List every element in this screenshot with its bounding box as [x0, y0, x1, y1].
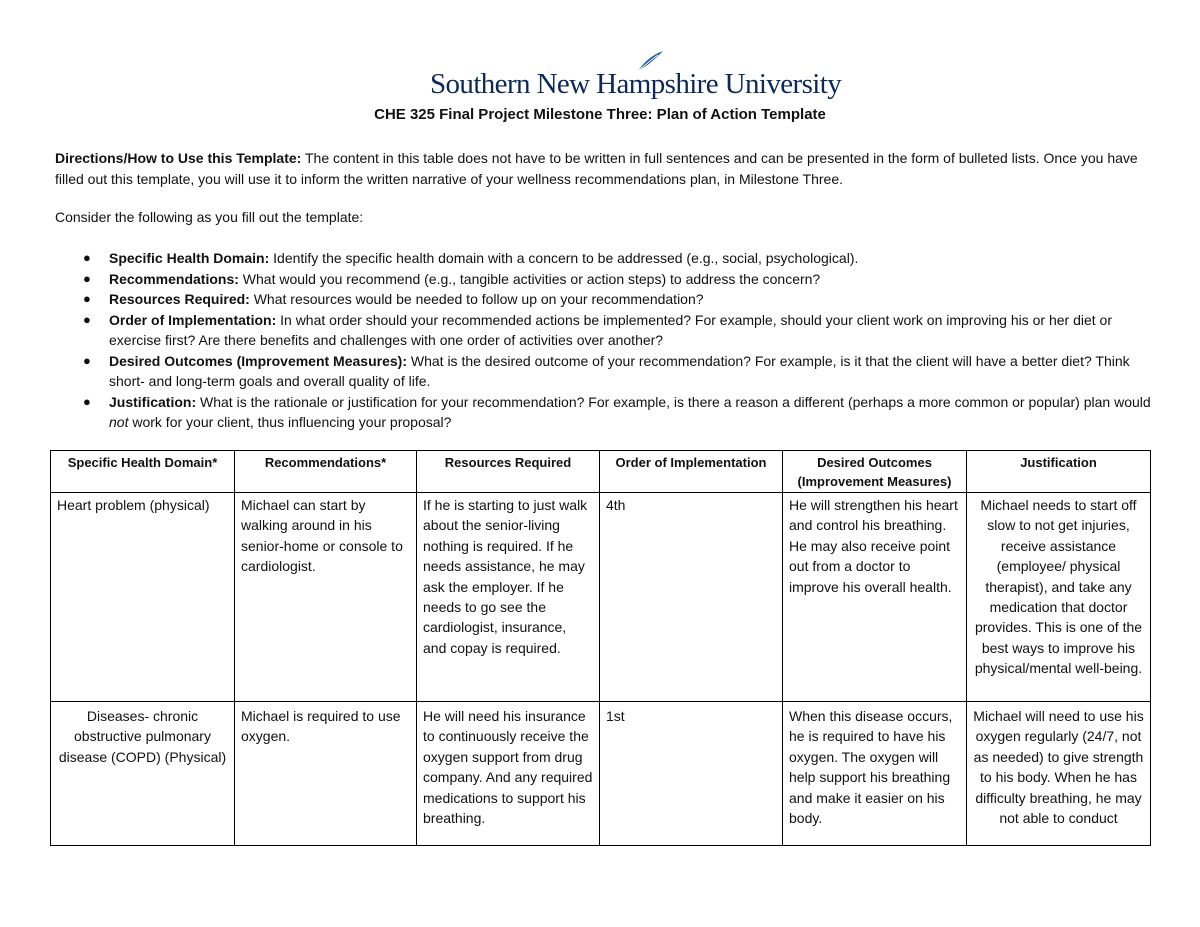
- list-item: [55, 269, 1155, 290]
- table-cell: Michael will need to use his oxygen regularly (24/7, not as needed) to give strength to his body. When he has difficulty breathing, he may not able to conduct: [967, 702, 1151, 846]
- column-header: Desired Outcomes (Improvement Measures): [783, 451, 967, 493]
- university-logo: [430, 50, 842, 104]
- column-header: Justification: [967, 451, 1151, 493]
- table-cell: He will strengthen his heart and control his breathing. He may also receive point out from a doctor to improve his overall health.: [783, 493, 967, 702]
- quill-leaf-icon: [636, 50, 664, 72]
- column-header: Recommendations*: [235, 451, 417, 493]
- guidance-list: [55, 248, 1155, 433]
- table-cell: Michael needs to start off slow to not get injuries, receive assistance (employee/ physical therapist), and take any medication that doctor provides. This is one of the best ways to improve his physical/mental well-being.: [967, 493, 1151, 702]
- bullet-icon: ●: [83, 291, 91, 306]
- table-cell: 4th: [600, 493, 783, 702]
- list-item-text: What is the rationale or justification for your recommendation? For example, is there a reason a different (perhaps a more common or popular) plan would: [196, 393, 1151, 410]
- table-cell: If he is starting to just walk about the senior-living nothing is required. If he needs assistance, he may ask the employer. If he needs to go see the cardiologist, insurance, and copay is required.: [417, 493, 600, 702]
- logo-wordmark: Southern New Hampshire University: [430, 68, 842, 100]
- directions-paragraph: [55, 148, 1155, 190]
- table-cell: Heart problem (physical): [51, 493, 235, 702]
- list-item-label: Desired Outcomes (Improvement Measures):: [109, 352, 407, 369]
- list-item-label: Order of Implementation:: [109, 311, 277, 328]
- list-item: [55, 351, 1155, 392]
- directions-label: Directions/How to Use this Template:: [55, 150, 302, 166]
- plan-of-action-table: [50, 450, 1151, 846]
- list-item-text: What is the desired outcome of your recommendation? For example, is it that the client will have a better diet? Think short- and long-term goals and overall quality of life.: [109, 352, 1130, 389]
- bullet-icon: ●: [83, 250, 91, 265]
- list-item: [55, 392, 1155, 433]
- list-item: [55, 248, 1155, 269]
- table-cell: Diseases- chronic obstructive pulmonary disease (COPD) (Physical): [51, 702, 235, 846]
- list-item-label: Recommendations:: [109, 270, 239, 287]
- table-cell: Michael can start by walking around in his senior-home or console to cardiologist.: [235, 493, 417, 702]
- table-cell: 1st: [600, 702, 783, 846]
- consider-text: Consider the following as you fill out the template:: [55, 209, 364, 225]
- table-header-row: [51, 451, 1151, 493]
- page-title: CHE 325 Final Project Milestone Three: Plan of Action Template: [374, 106, 826, 123]
- table-row: [51, 493, 1151, 702]
- table-cell: When this disease occurs, he is required to have his oxygen. The oxygen will help support his breathing and make it easier on his body.: [783, 702, 967, 846]
- list-item-label: Justification:: [109, 393, 197, 410]
- column-header: Resources Required: [417, 451, 600, 493]
- list-item-text: In what order should your recommended actions be implemented? For example, should your client work on improving his or her diet or exercise first? Are there benefits and challenges with one order of activities over another?: [109, 311, 1112, 348]
- bullet-icon: ●: [83, 311, 91, 327]
- list-item: [55, 289, 1155, 310]
- list-item-label: Specific Health Domain:: [109, 250, 270, 266]
- bullet-icon: ●: [83, 352, 91, 368]
- list-item-text: What would you recommend (e.g., tangible activities or action steps) to address the concern?: [238, 270, 821, 287]
- list-item-label: Resources Required:: [109, 291, 250, 307]
- directions-text: The content in this table does not have to be written in full sentences and can be presented in the form of bulleted lists. Once you have filled out this template, you will use it to inform the written narrative of your wellness recommendations plan, in Milestone Three.: [55, 150, 1138, 187]
- list-item-text: Identify the specific health domain with a concern to be addressed (e.g., social, psychological).: [269, 250, 859, 266]
- table-cell: Michael is required to use oxygen.: [235, 702, 417, 846]
- column-header: Specific Health Domain*: [51, 451, 235, 493]
- bullet-icon: ●: [83, 270, 91, 286]
- list-item-text: What resources would be needed to follow up on your recommendation?: [249, 291, 704, 307]
- table-row: [51, 702, 1151, 846]
- column-header: Order of Implementation: [600, 451, 783, 493]
- list-item-text: work for your client, thus influencing your proposal?: [128, 414, 452, 430]
- bullet-icon: ●: [83, 393, 91, 409]
- list-item-emphasis: not: [109, 414, 129, 430]
- list-item: [55, 310, 1155, 351]
- table-cell: He will need his insurance to continuously receive the oxygen support from drug company. And any required medications to support his breathing.: [417, 702, 600, 846]
